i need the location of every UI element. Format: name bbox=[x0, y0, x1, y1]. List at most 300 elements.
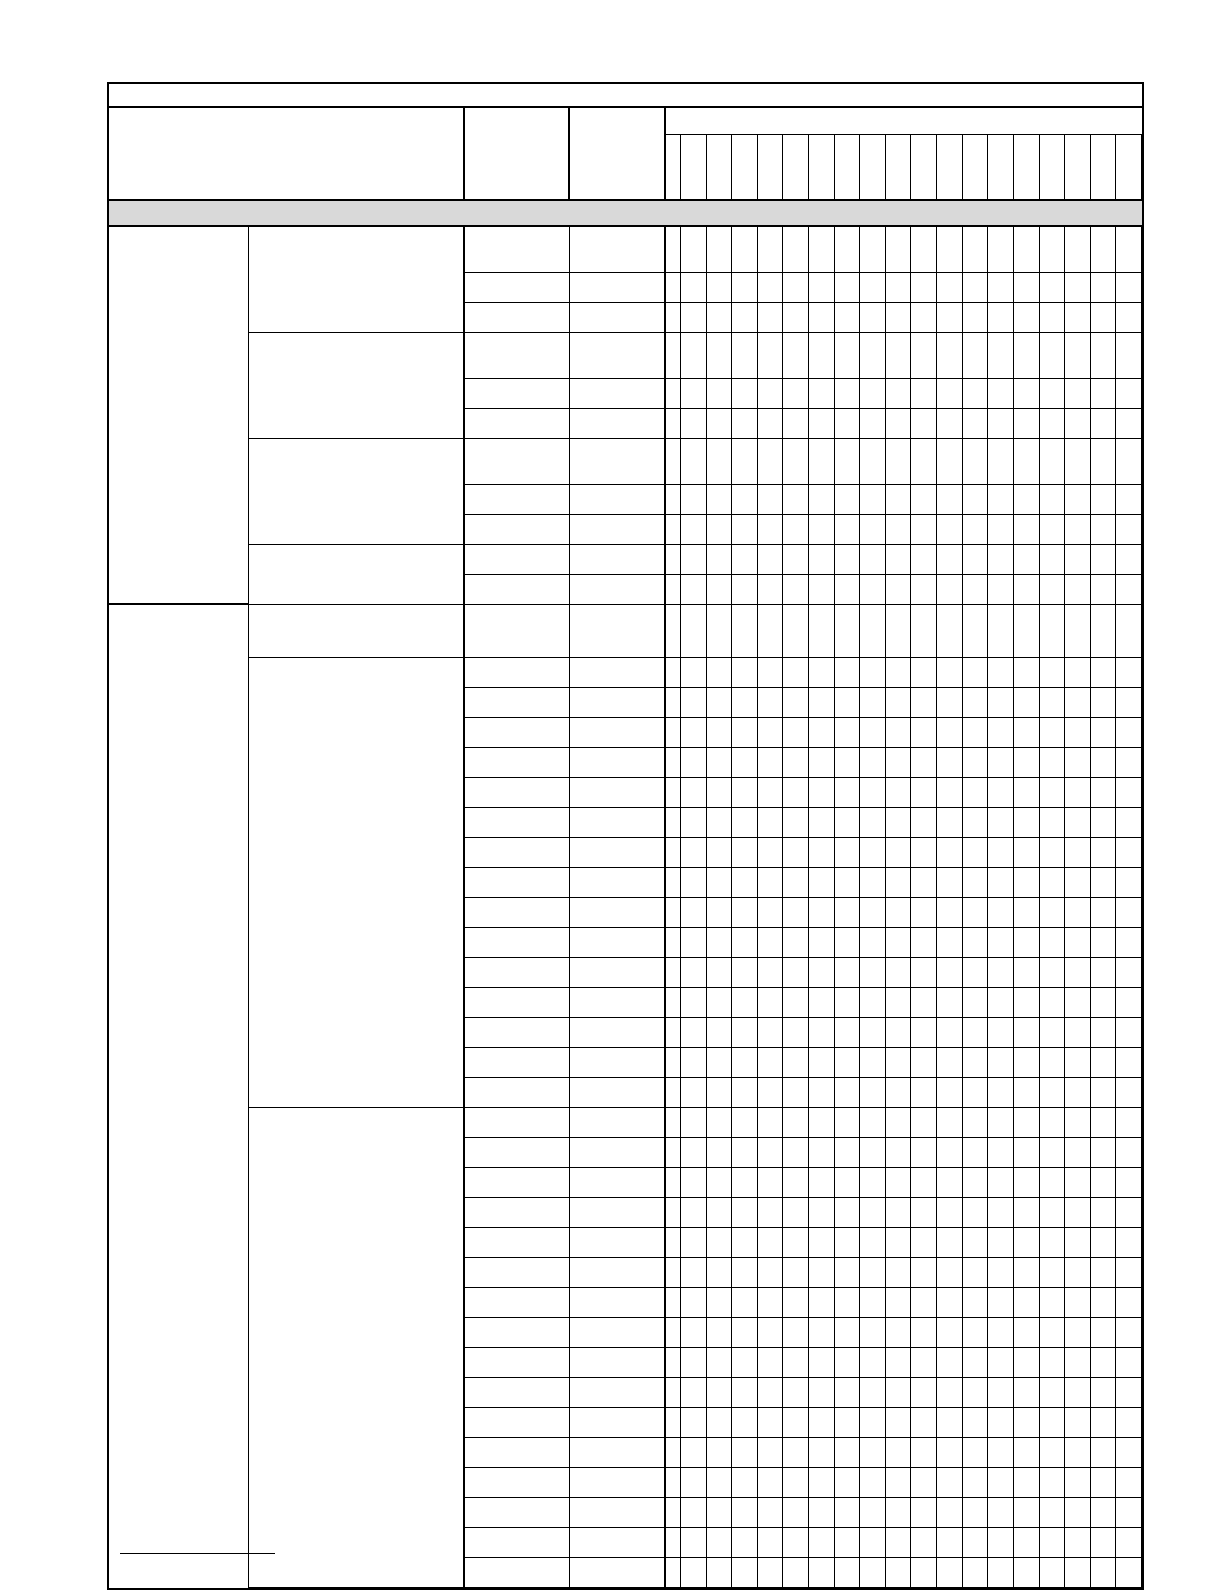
data-cell[interactable] bbox=[910, 605, 936, 657]
data-cell[interactable] bbox=[808, 333, 834, 378]
data-cell[interactable] bbox=[859, 1108, 885, 1137]
data-cell[interactable] bbox=[1039, 303, 1065, 332]
data-cell[interactable] bbox=[987, 1438, 1013, 1467]
row-value-cell[interactable] bbox=[570, 988, 666, 1018]
data-cell[interactable] bbox=[680, 1408, 706, 1437]
data-cell[interactable] bbox=[680, 748, 706, 777]
row-value-cell[interactable] bbox=[570, 545, 666, 575]
row-value-cell[interactable] bbox=[570, 273, 666, 303]
data-cell[interactable] bbox=[910, 303, 936, 332]
data-cell[interactable] bbox=[1090, 333, 1116, 378]
data-cell[interactable] bbox=[962, 1468, 988, 1497]
data-cell[interactable] bbox=[782, 1408, 808, 1437]
data-cell[interactable] bbox=[910, 1408, 936, 1437]
data-cell[interactable] bbox=[834, 808, 860, 837]
data-cell[interactable] bbox=[1039, 485, 1065, 514]
data-cell[interactable] bbox=[1115, 808, 1142, 837]
data-cell[interactable] bbox=[731, 1378, 757, 1407]
table-row[interactable] bbox=[465, 1498, 1142, 1528]
data-cell[interactable] bbox=[987, 273, 1013, 302]
data-cell[interactable] bbox=[1090, 1528, 1116, 1557]
data-cell[interactable] bbox=[808, 409, 834, 438]
data-cell[interactable] bbox=[885, 227, 911, 272]
data-cell[interactable] bbox=[731, 1198, 757, 1227]
data-cell[interactable] bbox=[731, 485, 757, 514]
data-cell[interactable] bbox=[782, 1078, 808, 1107]
row-value-cell[interactable] bbox=[570, 333, 666, 379]
data-cell[interactable] bbox=[936, 485, 962, 514]
data-cell[interactable] bbox=[885, 808, 911, 837]
data-cell[interactable] bbox=[962, 778, 988, 807]
data-cell[interactable] bbox=[731, 273, 757, 302]
data-cell[interactable] bbox=[1064, 808, 1090, 837]
data-cell[interactable] bbox=[1013, 1198, 1039, 1227]
table-row[interactable] bbox=[465, 515, 1142, 545]
data-cell[interactable] bbox=[1013, 1438, 1039, 1467]
data-cell[interactable] bbox=[936, 273, 962, 302]
data-cell[interactable] bbox=[1013, 928, 1039, 957]
data-cell[interactable] bbox=[706, 778, 732, 807]
data-cell[interactable] bbox=[731, 1138, 757, 1167]
data-cell[interactable] bbox=[834, 1288, 860, 1317]
data-cell[interactable] bbox=[782, 1138, 808, 1167]
data-cell[interactable] bbox=[1039, 545, 1065, 574]
data-cell[interactable] bbox=[731, 748, 757, 777]
data-cell[interactable] bbox=[808, 1438, 834, 1467]
data-cell[interactable] bbox=[808, 718, 834, 747]
data-cell[interactable] bbox=[1013, 898, 1039, 927]
data-cell[interactable] bbox=[1064, 409, 1090, 438]
table-row[interactable] bbox=[465, 718, 1142, 748]
data-cell[interactable] bbox=[1039, 1558, 1065, 1587]
data-cell[interactable] bbox=[910, 898, 936, 927]
data-cell[interactable] bbox=[1013, 868, 1039, 897]
data-cell[interactable] bbox=[706, 988, 732, 1017]
data-cell[interactable] bbox=[885, 1528, 911, 1557]
data-cell[interactable] bbox=[1039, 1108, 1065, 1137]
data-cell[interactable] bbox=[731, 515, 757, 544]
data-cell[interactable] bbox=[1039, 958, 1065, 987]
data-cell[interactable] bbox=[1090, 1138, 1116, 1167]
data-cell[interactable] bbox=[757, 273, 783, 302]
data-cell[interactable] bbox=[859, 1078, 885, 1107]
data-cell[interactable] bbox=[1013, 1048, 1039, 1077]
data-cell[interactable] bbox=[834, 1348, 860, 1377]
data-cell[interactable] bbox=[910, 333, 936, 378]
data-cell[interactable] bbox=[885, 988, 911, 1017]
data-cell[interactable] bbox=[706, 928, 732, 957]
data-cell[interactable] bbox=[1039, 1228, 1065, 1257]
data-cell[interactable] bbox=[1064, 868, 1090, 897]
row-value-cell[interactable] bbox=[570, 1258, 666, 1288]
row-value-cell[interactable] bbox=[570, 1108, 666, 1138]
data-cell[interactable] bbox=[834, 1468, 860, 1497]
row-value-cell[interactable] bbox=[570, 718, 666, 748]
data-cell[interactable] bbox=[962, 808, 988, 837]
data-cell[interactable] bbox=[757, 303, 783, 332]
data-cell[interactable] bbox=[834, 1498, 860, 1527]
data-cell[interactable] bbox=[706, 1018, 732, 1047]
data-cell[interactable] bbox=[1064, 778, 1090, 807]
data-cell[interactable] bbox=[808, 958, 834, 987]
data-cell[interactable] bbox=[1064, 379, 1090, 408]
data-cell[interactable] bbox=[1090, 808, 1116, 837]
data-cell[interactable] bbox=[962, 1198, 988, 1227]
data-cell[interactable] bbox=[885, 1108, 911, 1137]
data-cell[interactable] bbox=[1090, 303, 1116, 332]
data-cell[interactable] bbox=[834, 485, 860, 514]
data-cell[interactable] bbox=[1090, 928, 1116, 957]
data-cell[interactable] bbox=[859, 1438, 885, 1467]
data-cell[interactable] bbox=[834, 515, 860, 544]
data-cell[interactable] bbox=[782, 688, 808, 717]
data-cell[interactable] bbox=[1039, 898, 1065, 927]
table-row[interactable] bbox=[465, 838, 1142, 868]
data-cell[interactable] bbox=[1064, 545, 1090, 574]
data-cell[interactable] bbox=[757, 658, 783, 687]
data-cell[interactable] bbox=[1013, 1138, 1039, 1167]
data-cell[interactable] bbox=[1013, 1528, 1039, 1557]
data-cell[interactable] bbox=[680, 485, 706, 514]
data-cell[interactable] bbox=[706, 575, 732, 604]
table-row[interactable] bbox=[465, 605, 1142, 658]
data-cell[interactable] bbox=[885, 1048, 911, 1077]
data-cell[interactable] bbox=[680, 1048, 706, 1077]
data-cell[interactable] bbox=[1039, 748, 1065, 777]
table-row[interactable] bbox=[465, 1078, 1142, 1108]
data-cell[interactable] bbox=[1064, 688, 1090, 717]
data-cell[interactable] bbox=[1039, 868, 1065, 897]
data-cell[interactable] bbox=[962, 1108, 988, 1137]
data-cell[interactable] bbox=[987, 808, 1013, 837]
data-cell[interactable] bbox=[834, 1528, 860, 1557]
data-cell[interactable] bbox=[1013, 1408, 1039, 1437]
data-cell[interactable] bbox=[680, 928, 706, 957]
data-cell[interactable] bbox=[680, 1468, 706, 1497]
data-cell[interactable] bbox=[885, 1468, 911, 1497]
data-cell[interactable] bbox=[782, 605, 808, 657]
data-cell[interactable] bbox=[1013, 988, 1039, 1017]
data-cell[interactable] bbox=[808, 485, 834, 514]
data-cell[interactable] bbox=[706, 1528, 732, 1557]
data-cell[interactable] bbox=[680, 1498, 706, 1527]
data-cell[interactable] bbox=[1090, 379, 1116, 408]
data-cell[interactable] bbox=[885, 778, 911, 807]
data-cell[interactable] bbox=[1064, 1558, 1090, 1587]
data-cell[interactable] bbox=[1090, 227, 1116, 272]
data-cell[interactable] bbox=[834, 1078, 860, 1107]
data-cell[interactable] bbox=[859, 748, 885, 777]
data-cell[interactable] bbox=[885, 1018, 911, 1047]
data-cell[interactable] bbox=[962, 273, 988, 302]
data-cell[interactable] bbox=[1013, 227, 1039, 272]
data-cell[interactable] bbox=[808, 1348, 834, 1377]
data-cell[interactable] bbox=[1039, 718, 1065, 747]
data-cell[interactable] bbox=[962, 485, 988, 514]
data-cell[interactable] bbox=[910, 1318, 936, 1347]
table-row[interactable] bbox=[465, 1198, 1142, 1228]
data-cell[interactable] bbox=[1039, 379, 1065, 408]
data-cell[interactable] bbox=[987, 515, 1013, 544]
data-cell[interactable] bbox=[680, 1258, 706, 1287]
data-cell[interactable] bbox=[808, 928, 834, 957]
data-cell[interactable] bbox=[706, 868, 732, 897]
data-cell[interactable] bbox=[757, 778, 783, 807]
data-cell[interactable] bbox=[962, 1168, 988, 1197]
data-cell[interactable] bbox=[859, 1018, 885, 1047]
data-cell[interactable] bbox=[936, 379, 962, 408]
data-cell[interactable] bbox=[910, 718, 936, 747]
data-cell[interactable] bbox=[910, 988, 936, 1017]
row-value-cell[interactable] bbox=[570, 379, 666, 409]
data-cell[interactable] bbox=[885, 928, 911, 957]
data-cell[interactable] bbox=[731, 545, 757, 574]
data-cell[interactable] bbox=[1013, 1168, 1039, 1197]
data-cell[interactable] bbox=[680, 1228, 706, 1257]
data-cell[interactable] bbox=[808, 227, 834, 272]
data-cell[interactable] bbox=[706, 1438, 732, 1467]
data-cell[interactable] bbox=[987, 303, 1013, 332]
data-cell[interactable] bbox=[987, 605, 1013, 657]
data-cell[interactable] bbox=[936, 575, 962, 604]
table-row[interactable] bbox=[465, 1048, 1142, 1078]
data-cell[interactable] bbox=[859, 928, 885, 957]
data-cell[interactable] bbox=[731, 1078, 757, 1107]
data-cell[interactable] bbox=[834, 273, 860, 302]
data-cell[interactable] bbox=[1115, 1498, 1142, 1527]
data-cell[interactable] bbox=[808, 1228, 834, 1257]
data-cell[interactable] bbox=[834, 1378, 860, 1407]
data-cell[interactable] bbox=[731, 1438, 757, 1467]
data-cell[interactable] bbox=[885, 1258, 911, 1287]
row-value-cell[interactable] bbox=[570, 1378, 666, 1408]
data-cell[interactable] bbox=[859, 898, 885, 927]
data-cell[interactable] bbox=[1090, 409, 1116, 438]
data-cell[interactable] bbox=[936, 1438, 962, 1467]
data-cell[interactable] bbox=[859, 1288, 885, 1317]
data-cell[interactable] bbox=[962, 1318, 988, 1347]
row-value-cell[interactable] bbox=[570, 1048, 666, 1078]
data-cell[interactable] bbox=[962, 1408, 988, 1437]
data-cell[interactable] bbox=[757, 409, 783, 438]
data-cell[interactable] bbox=[1090, 958, 1116, 987]
data-cell[interactable] bbox=[1013, 575, 1039, 604]
data-cell[interactable] bbox=[782, 1558, 808, 1587]
data-cell[interactable] bbox=[808, 1288, 834, 1317]
data-cell[interactable] bbox=[782, 333, 808, 378]
data-cell[interactable] bbox=[757, 1048, 783, 1077]
data-cell[interactable] bbox=[1090, 1348, 1116, 1377]
data-cell[interactable] bbox=[1064, 1318, 1090, 1347]
data-cell[interactable] bbox=[782, 227, 808, 272]
data-cell[interactable] bbox=[680, 1018, 706, 1047]
data-cell[interactable] bbox=[757, 688, 783, 717]
data-cell[interactable] bbox=[1064, 748, 1090, 777]
data-cell[interactable] bbox=[757, 988, 783, 1017]
data-cell[interactable] bbox=[782, 1288, 808, 1317]
table-row[interactable] bbox=[465, 1348, 1142, 1378]
data-cell[interactable] bbox=[936, 1348, 962, 1377]
data-cell[interactable] bbox=[1115, 515, 1142, 544]
data-cell[interactable] bbox=[936, 439, 962, 484]
data-cell[interactable] bbox=[782, 273, 808, 302]
data-cell[interactable] bbox=[1090, 838, 1116, 867]
data-cell[interactable] bbox=[757, 1258, 783, 1287]
data-cell[interactable] bbox=[987, 439, 1013, 484]
data-cell[interactable] bbox=[1064, 898, 1090, 927]
data-cell[interactable] bbox=[962, 1558, 988, 1587]
data-cell[interactable] bbox=[1064, 1078, 1090, 1107]
data-cell[interactable] bbox=[834, 778, 860, 807]
data-cell[interactable] bbox=[782, 439, 808, 484]
data-cell[interactable] bbox=[731, 898, 757, 927]
data-cell[interactable] bbox=[1064, 1288, 1090, 1317]
data-cell[interactable] bbox=[885, 898, 911, 927]
data-cell[interactable] bbox=[936, 605, 962, 657]
data-cell[interactable] bbox=[706, 605, 732, 657]
data-cell[interactable] bbox=[782, 658, 808, 687]
data-cell[interactable] bbox=[859, 778, 885, 807]
data-cell[interactable] bbox=[1090, 1198, 1116, 1227]
table-row[interactable] bbox=[465, 485, 1142, 515]
data-cell[interactable] bbox=[1039, 605, 1065, 657]
data-cell[interactable] bbox=[680, 988, 706, 1017]
data-cell[interactable] bbox=[731, 1048, 757, 1077]
data-cell[interactable] bbox=[680, 688, 706, 717]
data-cell[interactable] bbox=[834, 838, 860, 867]
data-cell[interactable] bbox=[1115, 1078, 1142, 1107]
data-cell[interactable] bbox=[987, 1198, 1013, 1227]
data-cell[interactable] bbox=[936, 1078, 962, 1107]
data-cell[interactable] bbox=[885, 1378, 911, 1407]
data-cell[interactable] bbox=[936, 1408, 962, 1437]
table-row[interactable] bbox=[465, 1438, 1142, 1468]
data-cell[interactable] bbox=[859, 1138, 885, 1167]
data-cell[interactable] bbox=[680, 838, 706, 867]
data-cell[interactable] bbox=[962, 1018, 988, 1047]
data-cell[interactable] bbox=[910, 227, 936, 272]
data-cell[interactable] bbox=[1064, 485, 1090, 514]
data-cell[interactable] bbox=[987, 379, 1013, 408]
data-cell[interactable] bbox=[757, 718, 783, 747]
data-cell[interactable] bbox=[1013, 515, 1039, 544]
data-cell[interactable] bbox=[1013, 1228, 1039, 1257]
data-cell[interactable] bbox=[782, 1048, 808, 1077]
data-cell[interactable] bbox=[1039, 1438, 1065, 1467]
data-cell[interactable] bbox=[885, 1408, 911, 1437]
data-cell[interactable] bbox=[731, 1498, 757, 1527]
data-cell[interactable] bbox=[859, 1408, 885, 1437]
data-cell[interactable] bbox=[987, 1228, 1013, 1257]
data-cell[interactable] bbox=[1039, 273, 1065, 302]
data-cell[interactable] bbox=[808, 303, 834, 332]
data-cell[interactable] bbox=[706, 958, 732, 987]
data-cell[interactable] bbox=[987, 688, 1013, 717]
data-cell[interactable] bbox=[834, 748, 860, 777]
data-cell[interactable] bbox=[706, 1498, 732, 1527]
data-cell[interactable] bbox=[936, 778, 962, 807]
table-row[interactable] bbox=[465, 928, 1142, 958]
data-cell[interactable] bbox=[757, 1558, 783, 1587]
data-cell[interactable] bbox=[1090, 1078, 1116, 1107]
data-cell[interactable] bbox=[885, 379, 911, 408]
data-cell[interactable] bbox=[680, 409, 706, 438]
data-cell[interactable] bbox=[680, 605, 706, 657]
data-cell[interactable] bbox=[680, 658, 706, 687]
data-cell[interactable] bbox=[885, 1498, 911, 1527]
data-cell[interactable] bbox=[808, 1198, 834, 1227]
table-row[interactable] bbox=[465, 379, 1142, 409]
data-cell[interactable] bbox=[680, 868, 706, 897]
data-cell[interactable] bbox=[859, 688, 885, 717]
data-cell[interactable] bbox=[731, 439, 757, 484]
data-cell[interactable] bbox=[936, 1528, 962, 1557]
data-cell[interactable] bbox=[757, 439, 783, 484]
data-cell[interactable] bbox=[731, 333, 757, 378]
table-row[interactable] bbox=[465, 988, 1142, 1018]
data-cell[interactable] bbox=[1115, 838, 1142, 867]
data-cell[interactable] bbox=[910, 1228, 936, 1257]
data-cell[interactable] bbox=[834, 1258, 860, 1287]
data-cell[interactable] bbox=[1115, 1108, 1142, 1137]
data-cell[interactable] bbox=[834, 1198, 860, 1227]
data-cell[interactable] bbox=[859, 545, 885, 574]
data-cell[interactable] bbox=[1115, 575, 1142, 604]
data-cell[interactable] bbox=[885, 1318, 911, 1347]
data-cell[interactable] bbox=[936, 748, 962, 777]
data-cell[interactable] bbox=[782, 928, 808, 957]
data-cell[interactable] bbox=[1039, 409, 1065, 438]
data-cell[interactable] bbox=[910, 778, 936, 807]
data-cell[interactable] bbox=[885, 545, 911, 574]
data-cell[interactable] bbox=[936, 808, 962, 837]
data-cell[interactable] bbox=[782, 1438, 808, 1467]
data-cell[interactable] bbox=[910, 958, 936, 987]
data-cell[interactable] bbox=[757, 1198, 783, 1227]
data-cell[interactable] bbox=[834, 1438, 860, 1467]
data-cell[interactable] bbox=[706, 808, 732, 837]
data-cell[interactable] bbox=[680, 1108, 706, 1137]
data-cell[interactable] bbox=[936, 1018, 962, 1047]
data-cell[interactable] bbox=[1013, 688, 1039, 717]
data-cell[interactable] bbox=[731, 409, 757, 438]
data-cell[interactable] bbox=[834, 958, 860, 987]
data-cell[interactable] bbox=[1090, 1318, 1116, 1347]
data-cell[interactable] bbox=[1013, 605, 1039, 657]
data-cell[interactable] bbox=[885, 958, 911, 987]
table-row[interactable] bbox=[465, 688, 1142, 718]
row-value-cell[interactable] bbox=[570, 1288, 666, 1318]
data-cell[interactable] bbox=[859, 808, 885, 837]
data-cell[interactable] bbox=[757, 1468, 783, 1497]
data-cell[interactable] bbox=[680, 898, 706, 927]
data-cell[interactable] bbox=[680, 718, 706, 747]
data-cell[interactable] bbox=[808, 439, 834, 484]
data-cell[interactable] bbox=[1064, 575, 1090, 604]
data-cell[interactable] bbox=[1090, 1168, 1116, 1197]
data-cell[interactable] bbox=[1090, 1498, 1116, 1527]
data-cell[interactable] bbox=[1039, 1378, 1065, 1407]
data-cell[interactable] bbox=[987, 575, 1013, 604]
data-cell[interactable] bbox=[706, 1228, 732, 1257]
data-cell[interactable] bbox=[1090, 868, 1116, 897]
data-cell[interactable] bbox=[782, 1018, 808, 1047]
data-cell[interactable] bbox=[706, 1558, 732, 1587]
data-cell[interactable] bbox=[1115, 1168, 1142, 1197]
table-row[interactable] bbox=[465, 1528, 1142, 1558]
data-cell[interactable] bbox=[1115, 1378, 1142, 1407]
data-cell[interactable] bbox=[962, 928, 988, 957]
